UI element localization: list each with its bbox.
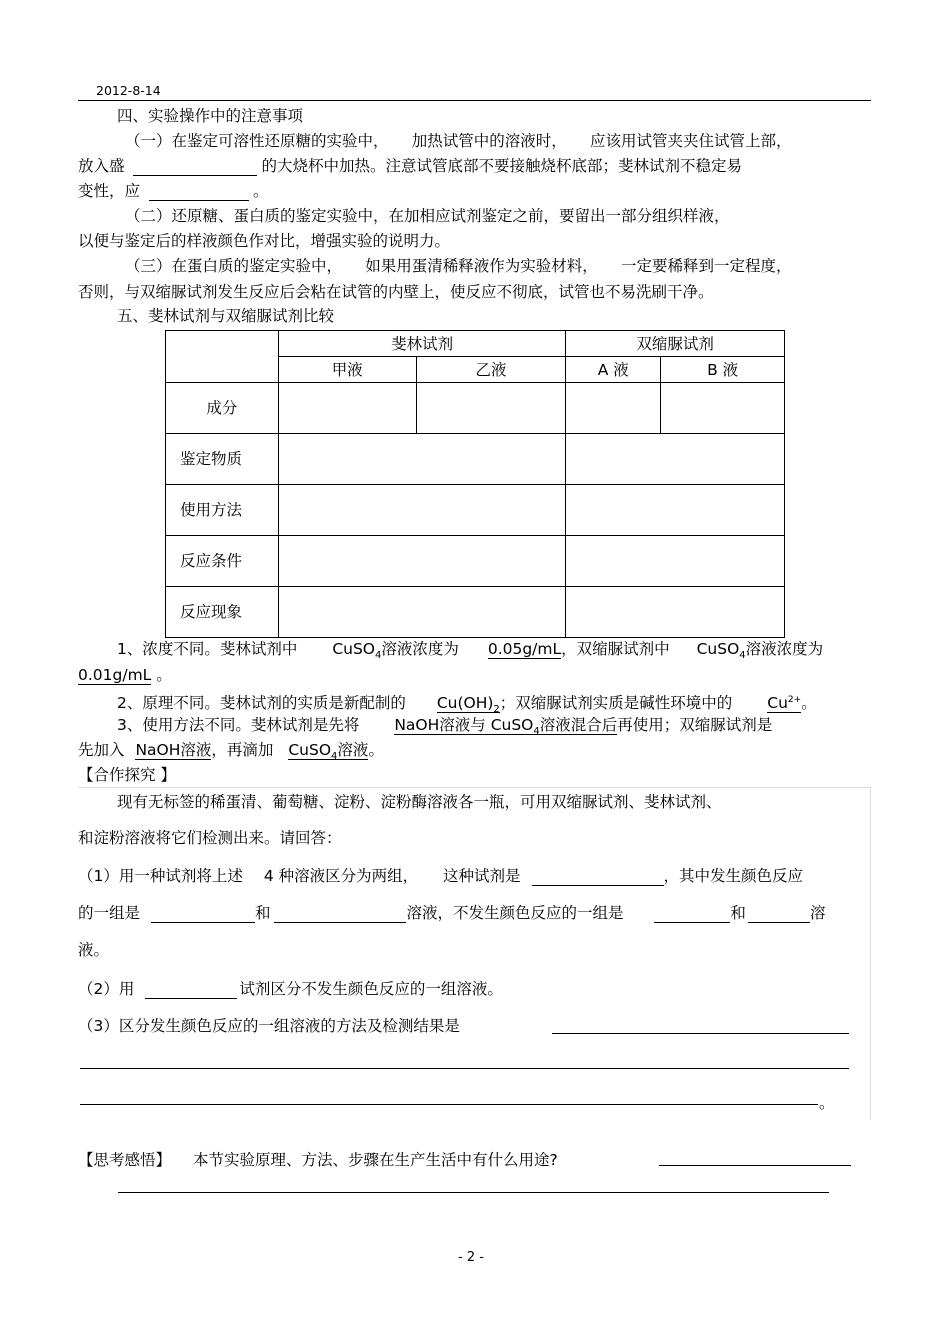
question-1a: （1）用一种试剂将上述 4 种溶液区分为两组， 这种试剂是 ，其中发生颜色反应 bbox=[78, 867, 804, 885]
col-biuret: 双缩脲试剂 bbox=[566, 331, 785, 357]
section4-p3a: （三）在蛋白质的鉴定实验中， 如果用蛋清稀释液作为实验材料， 一定要稀释到一定程度， bbox=[125, 257, 792, 275]
point-3-cont: 先加入 NaOH溶液，再滴加 CuSO$_4$溶液。 bbox=[78, 741, 384, 763]
row-label-composition: 成分 bbox=[166, 383, 279, 434]
row-label-method: 使用方法 bbox=[166, 485, 279, 536]
blank-q3-line-2[interactable] bbox=[80, 1068, 849, 1069]
row-label-condition: 反应条件 bbox=[166, 536, 279, 587]
point-3: 3、使用方法不同。斐林试剂是先将 NaOH溶液与 CuSO$_4$溶液混合后再使用；双缩脲试剂是 bbox=[117, 716, 773, 738]
page-number: - 2 - bbox=[458, 1250, 484, 1265]
section4-p1c: 变性，应 。 bbox=[78, 182, 269, 200]
table-cell[interactable] bbox=[566, 587, 785, 638]
blank-q3-line-1[interactable] bbox=[552, 1033, 849, 1034]
section4-p1b: 放入盛 的大烧杯中加热。注意试管底部不要接触烧杯底部；斐林试剂不稳定易 bbox=[78, 157, 742, 175]
coop-intro-1: 现有无标签的稀蛋清、葡萄糖、淀粉、淀粉酶溶液各一瓶，可用双缩脲试剂、斐林试剂、 bbox=[117, 793, 722, 811]
section5-title: 五、斐林试剂与双缩脲试剂比较 bbox=[117, 307, 335, 325]
point-2: 2、原理不同。斐林试剂的实质是新配制的 $Cu(OH)_2$；双缩脲试剂实质是碱性环境中的 $Cu^{2+}$。 bbox=[117, 694, 817, 716]
blank-reflect-line-2[interactable] bbox=[118, 1192, 829, 1193]
table-cell[interactable] bbox=[278, 434, 566, 485]
table-corner bbox=[166, 331, 279, 383]
blank-q1-reagent[interactable] bbox=[532, 868, 664, 886]
table-cell[interactable] bbox=[278, 536, 566, 587]
sub-col-a: 甲液 bbox=[278, 357, 416, 383]
blank-q3-line-3[interactable] bbox=[80, 1104, 818, 1105]
coop-box-right bbox=[870, 787, 871, 1120]
comparison-table bbox=[165, 330, 785, 638]
sub-col-c: A 液 bbox=[566, 357, 661, 383]
table-cell[interactable] bbox=[278, 383, 416, 434]
table-cell[interactable] bbox=[278, 587, 566, 638]
blank-q2-reagent[interactable] bbox=[145, 981, 237, 999]
sub-col-d: B 液 bbox=[661, 357, 785, 383]
point-1: 1、浓度不同。斐林试剂中 CuSO$_4$溶液浓度为 0.05g/mL，双缩脲试剂中 CuSO$_4$溶液浓度为 bbox=[117, 640, 824, 662]
blank-q1-noreact-2[interactable] bbox=[748, 905, 810, 923]
reflect-title: 【思考感悟】 bbox=[78, 1151, 172, 1169]
section4-title: 四、实验操作中的注意事项 bbox=[117, 107, 304, 125]
sub-col-b: 乙液 bbox=[416, 357, 566, 383]
question-2: （2）用 试剂区分不发生颜色反应的一组溶液。 bbox=[78, 980, 503, 998]
blank-q1-noreact-1[interactable] bbox=[654, 905, 730, 923]
col-fehling: 斐林试剂 bbox=[278, 331, 566, 357]
point-1-cont: 0.01g/mL 。 bbox=[78, 666, 172, 684]
table-cell[interactable] bbox=[566, 434, 785, 485]
reflect-question: 本节实验原理、方法、步骤在生产生活中有什么用途? bbox=[193, 1151, 558, 1169]
q3-end-mark: 。 bbox=[819, 1094, 835, 1112]
section4-p1a: （一）在鉴定可溶性还原糖的实验中， 加热试管中的溶液时， 应该用试管夹夹住试管上部， bbox=[125, 132, 792, 150]
header-rule bbox=[78, 100, 871, 101]
blank-water-bath[interactable] bbox=[133, 158, 257, 176]
section4-p2b: 以便与鉴定后的样液颜色作对比，增强实验的说明力。 bbox=[78, 232, 451, 250]
table-cell[interactable] bbox=[566, 383, 661, 434]
row-label-phenomenon: 反应现象 bbox=[166, 587, 279, 638]
table-cell[interactable] bbox=[661, 383, 785, 434]
table-cell[interactable] bbox=[566, 536, 785, 587]
question-1c: 液。 bbox=[78, 941, 110, 959]
row-label-substance: 鉴定物质 bbox=[166, 434, 279, 485]
blank-q1-react-1[interactable] bbox=[151, 905, 255, 923]
question-3: （3）区分发生颜色反应的一组溶液的方法及检测结果是 bbox=[78, 1017, 460, 1035]
blank-reflect-line-1[interactable] bbox=[659, 1165, 851, 1166]
blank-prepare[interactable] bbox=[149, 183, 249, 201]
section4-p3b: 否则，与双缩脲试剂发生反应后会粘在试管的内壁上，使反应不彻底，试管也不易洗刷干净。 bbox=[78, 283, 714, 301]
header-date: 2012-8-14 bbox=[96, 83, 161, 98]
coop-intro-2: 和淀粉溶液将它们检测出来。请回答： bbox=[78, 829, 342, 847]
section4-p2a: （二）还原糖、蛋白质的鉴定实验中，在加相应试剂鉴定之前，要留出一部分组织样液， bbox=[125, 207, 730, 225]
table-cell[interactable] bbox=[416, 383, 566, 434]
blank-q1-react-2[interactable] bbox=[274, 905, 406, 923]
coop-box-top bbox=[78, 787, 871, 788]
table-cell[interactable] bbox=[566, 485, 785, 536]
coop-title: 【合作探究 】 bbox=[78, 766, 176, 784]
table-cell[interactable] bbox=[278, 485, 566, 536]
question-1b: 的一组是 和 溶液，不发生颜色反应的一组是 和 溶 bbox=[78, 904, 826, 922]
